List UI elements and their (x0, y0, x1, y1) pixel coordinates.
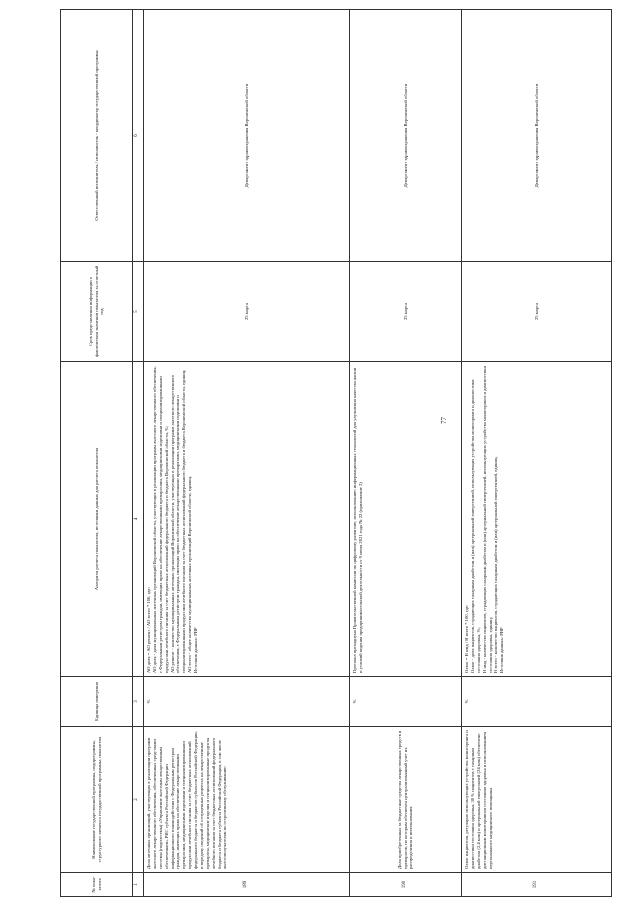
deadline-cell: 25 марта (144, 262, 350, 362)
header-name: Наименование государственной программы, подпрограммы, структурного элемента государственной программы, показателя (61, 727, 133, 873)
algorithm-line: Протокол президиума Правительственной комиссии по цифровому развитию, использованию информационных технологий для улучшения качества жизни и условий ведения предпринимательской деятельности от 9 июля 2021 года № 22 (приложение 2) (352, 367, 363, 673)
algorithm-line: АО доля = АО решент / АО всего * 100, где: (146, 587, 151, 673)
table-row (462, 10, 612, 897)
row-number: 189 (144, 873, 350, 897)
algorithm-line: Охват - доля пациентов, страдающих сахарным диабетом и (или) артериальной гипертензией, использующих устройства мониторинга и диагностики состояния здоровья, %; (469, 379, 481, 673)
algorithm-line: Источник данных: РИР (499, 627, 505, 673)
algorithm-line: Н всего - количество пациентов, страдающих сахарным диабетом и (или) артериальной гипертензией, единиц. (493, 456, 499, 673)
deadline-cell: 25 марта (462, 262, 612, 362)
row-number: 191 (462, 873, 612, 897)
index-cell: 5 (133, 262, 144, 362)
algorithm-line: АО всего - общее количество муниципальных аптечных организаций Воронежской области, единиц. (187, 475, 193, 673)
algorithm-cell (462, 362, 612, 677)
unit-cell: % (144, 677, 350, 727)
responsible-cell: Департамент здравоохранения Воронежской области (462, 10, 612, 262)
header-unit: Единица измерения (61, 677, 133, 727)
indicator-name: Охват пациентов, регулярно использующих устройства мониторинга и диагностики состояния здоровья, 30 % пациентов с сахарным диабетом (2,4 млн) и артериальной гипертонией (24 млн) обеспечено дистанционным мониторингом состояния здоровья и использованием персонального медицинского помощника (462, 727, 612, 873)
header-row (61, 10, 133, 897)
header-num: № пока-зателя (61, 873, 133, 897)
header-deadline: Срок представления информации о фактическом значении показателя за отчетный год (61, 262, 133, 362)
algorithm-cell (144, 362, 350, 677)
algorithm-line: Источник данных: РИР (193, 627, 198, 673)
algorithm-line: АО доля - доля муниципальных аптечных организаций Воронежской области, участвующих в реализации программ льготного лекарственного обеспечения, с Федеральным регистром граждан, имеющих право на обеспечение лекарственными препаратами, медицинскими изделиями и специализированными продуктами лечебного питания за счет бюджетных ассигнований федерального бюджета и бюджета Воронежской области, %; (151, 366, 169, 673)
table-row (144, 10, 350, 897)
algorithm-line: Охват = Н нмд / Н всего * 100, где: (464, 604, 469, 673)
deadline-cell: 25 марта (350, 262, 462, 362)
indicator-name: Доля аптечных организаций, участвующих в реализации программ льготного лекарственного обеспечения, обеспеченных средствами системы (подсистемы) «Управление льготным лекарственным обеспечением» РИС субъекта Российской Федерации информационного взаимодействия с Федеральным регистром граждан, имеющих право на обеспечение лекарственными препаратами, медицинскими изделиями и специализированными продуктами лечебного питания за счет бюджетных ассигнований федерального бюджета и бюджетов субъектов Российской Федерации, и передачу сведений об отпущенных рецептах на лекарственные препараты, медицинские изделия и специализированные продукты лечебного питания за счет бюджетных ассигнований федерального бюджета и бюджета субъекта Российской Федерации, в том числе льготополучателям по отсроченному обслуживанию (144, 727, 350, 873)
index-cell: 3 (133, 677, 144, 727)
algorithm-cell (350, 362, 462, 677)
table-row (350, 10, 462, 897)
indicator-name: Доля приобретенных за бюджетные средства лекарственных средств и препаратов, по которым обеспечен централизованный учет их распределения и использования (350, 727, 462, 873)
header-algorithm: Алгоритм расчета показателя, источники данных для расчета показателя (61, 362, 133, 677)
indicators-table (60, 9, 612, 897)
page-number: 77 (440, 417, 448, 424)
row-number: 190 (350, 873, 462, 897)
index-cell: 4 (133, 362, 144, 677)
unit-cell: % (350, 677, 462, 727)
index-row (133, 10, 144, 897)
unit-cell: % (462, 677, 612, 727)
header-responsible: Ответственный исполнитель / исполнитель - координатор государственной программы (61, 10, 133, 262)
algorithm-line: АО решент - количество муниципальных аптечных организаций Воронежской области, участвующих в реализации программ льготного лекарственного обеспечения, с Федеральным регистром граждан, имеющих право на обеспечение лекарственными препаратами, медицинскими изделиями и специализированными продуктами лечебного питания за счет бюджетных ассигнований федерального бюджета и бюджета Воронежской области, единиц; (169, 369, 187, 673)
index-cell: 6 (133, 10, 144, 262)
index-cell: 1 (133, 873, 144, 897)
responsible-cell: Департамент здравоохранения Воронежской области (350, 10, 462, 262)
algorithm-line: Н нмд - количество пациентов, страдающих сахарным диабетом и (или) артериальной гипертензией, использующих устройства мониторинга и диагностики состояния здоровья, единиц; (481, 366, 493, 673)
rotated-table-container (60, 10, 625, 897)
responsible-cell: Департамент здравоохранения Воронежской области (144, 10, 350, 262)
index-cell: 2 (133, 727, 144, 873)
